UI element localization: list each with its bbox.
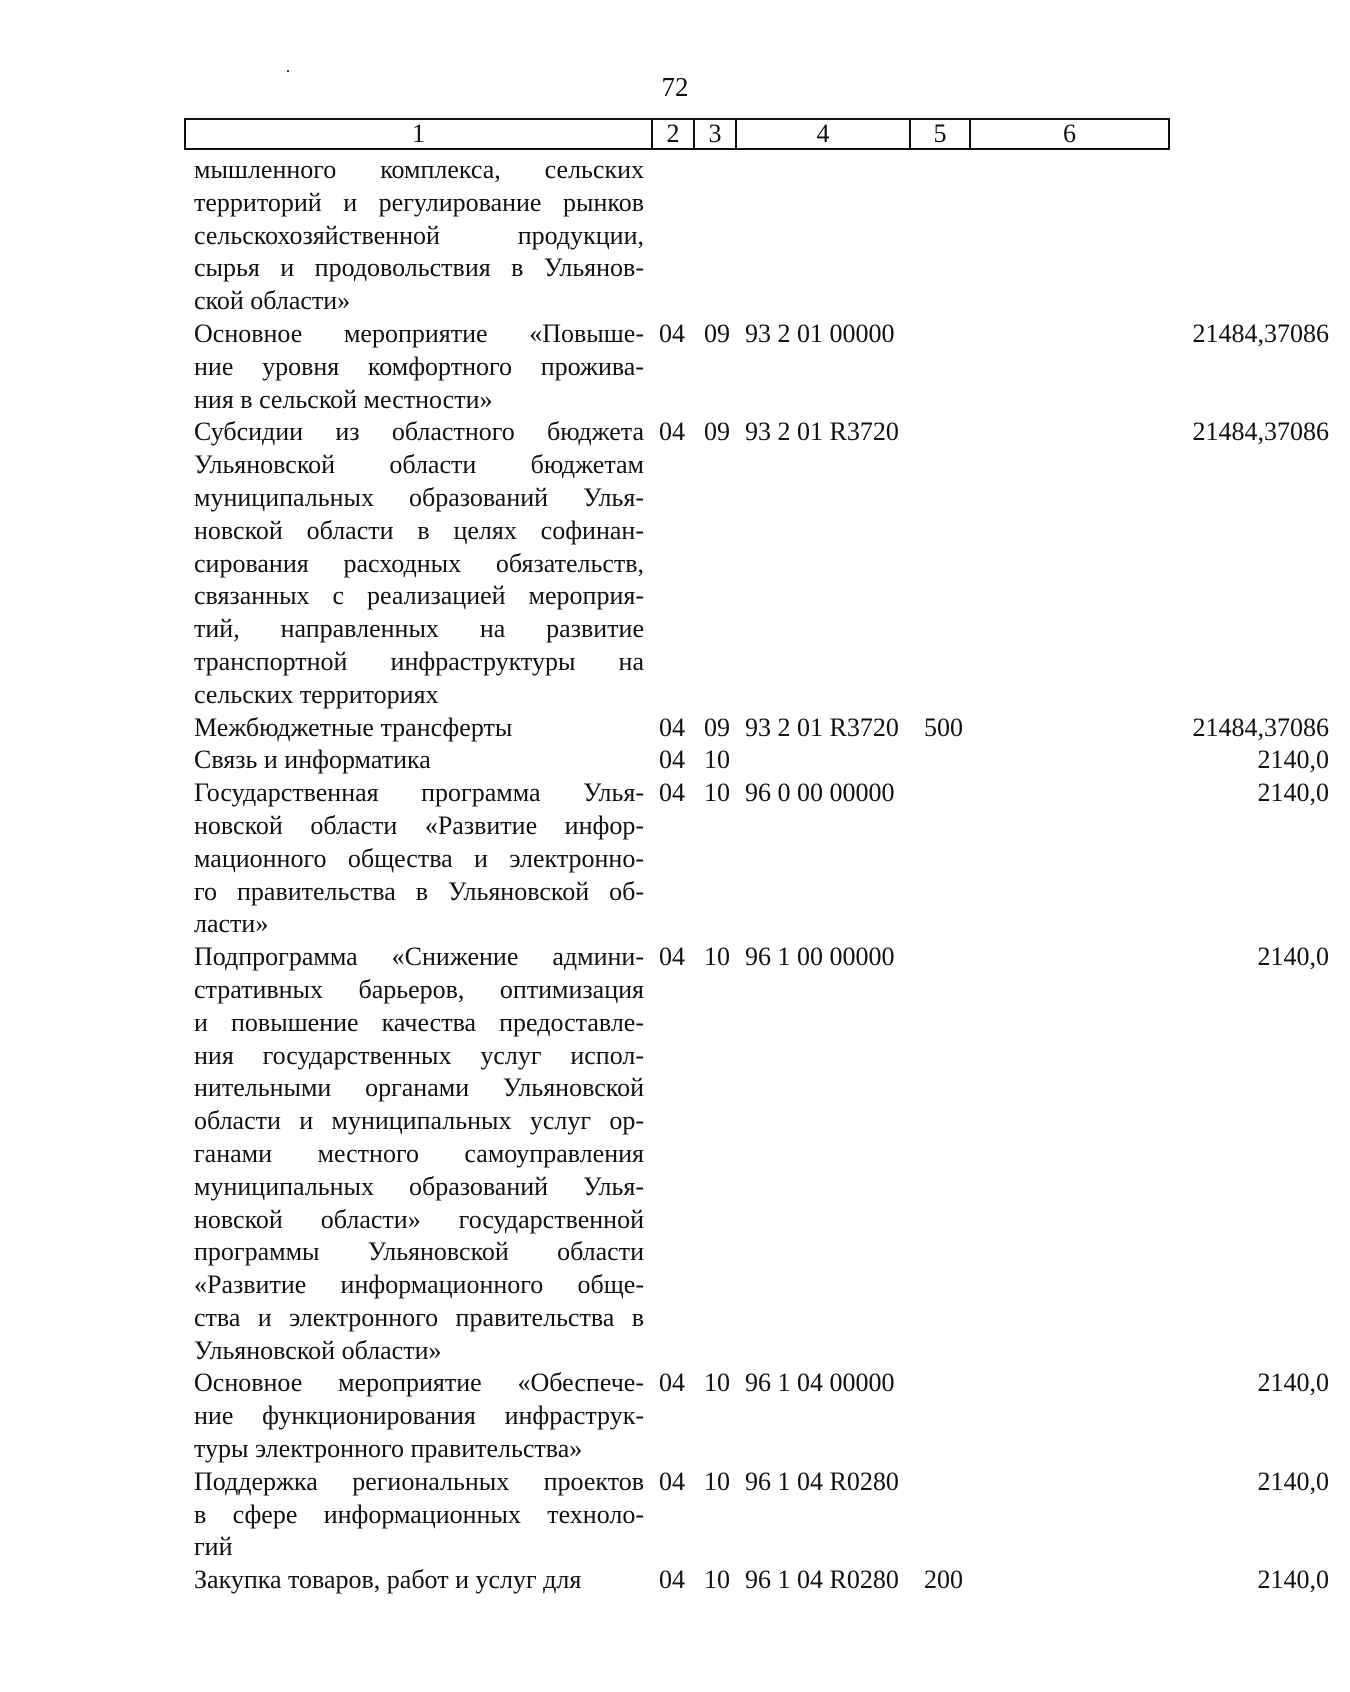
description-line: ние уровня комфортного прожива-: [194, 351, 644, 381]
row-description: [194, 777, 644, 941]
description-line: Подпрограмма «Снижение админи-: [194, 942, 644, 972]
description-line: ния в сельской местности»: [194, 384, 493, 414]
table-row: [194, 744, 1329, 777]
description-line: сырья и продовольствия в Ульянов-: [194, 253, 644, 283]
row-description: [194, 154, 644, 318]
column-header-5: 5: [911, 120, 971, 148]
description-line: «Развитие информационного обще-: [194, 1270, 644, 1300]
description-line: Закупка товаров, работ и услуг для: [194, 1565, 582, 1595]
column-header-2: 2: [653, 120, 695, 148]
amount: 2140,0: [1257, 942, 1329, 972]
amount: 21484,37086: [1192, 417, 1329, 447]
description-line: Субсидии из областного бюджета: [194, 417, 644, 447]
description-line: Поддержка региональных проектов: [194, 1466, 644, 1496]
subsection-code: 10: [704, 942, 730, 972]
description-line: и повышение качества предоставле-: [194, 1007, 644, 1037]
amount: 2140,0: [1257, 745, 1329, 775]
row-description: [194, 941, 644, 1367]
target-article-code: 96 0 00 00000: [745, 778, 895, 808]
table-row: [194, 777, 1329, 941]
target-article-code: 96 1 04 R0280: [745, 1466, 899, 1496]
description-line: Связь и информатика: [194, 745, 431, 775]
description-line: ганами местного самоуправления: [194, 1138, 644, 1168]
subsection-code: 10: [704, 745, 730, 775]
target-article-code: 96 1 04 R0280: [745, 1565, 899, 1595]
column-header-6: 6: [1063, 119, 1076, 148]
section-code: 04: [659, 1565, 685, 1595]
section-code: 04: [659, 318, 685, 348]
description-line: ласти»: [194, 909, 269, 939]
subsection-code: 10: [704, 1466, 730, 1496]
row-description: [194, 712, 644, 745]
description-line: туры электронного правительства»: [194, 1434, 583, 1464]
amount: 2140,0: [1257, 778, 1329, 808]
section-code: 04: [659, 745, 685, 775]
section-code: 04: [659, 1466, 685, 1496]
description-line: ния государственных услуг испол-: [194, 1040, 644, 1070]
description-line: мышленного комплекса, сельских: [194, 155, 644, 184]
subsection-code: 10: [704, 1565, 730, 1595]
table-row: [194, 1564, 1329, 1597]
column-header-4: 4: [737, 120, 911, 148]
description-line: территорий и регулирование рынков: [194, 187, 644, 217]
amount: 2140,0: [1257, 1466, 1329, 1496]
description-line: Основное мероприятие «Обеспече-: [194, 1368, 644, 1398]
description-line: новской области в целях софинан-: [194, 515, 644, 545]
description-line: муниципальных образований Улья-: [194, 482, 644, 512]
section-code: 04: [659, 712, 685, 742]
subsection-code: 10: [704, 778, 730, 808]
target-article-code: 96 1 04 00000: [745, 1368, 895, 1398]
description-line: новской области» государственной: [194, 1204, 644, 1234]
subsection-code: 09: [704, 318, 730, 348]
row-description: [194, 1466, 644, 1564]
description-line: нительными органами Ульяновской: [194, 1073, 644, 1103]
description-line: программы Ульяновской области: [194, 1237, 644, 1267]
description-line: в сфере информационных техноло-: [194, 1499, 644, 1529]
description-line: Государственная программа Улья-: [194, 778, 644, 808]
table-row: [194, 1367, 1329, 1465]
subsection-code: 09: [704, 712, 730, 742]
description-line: стративных барьеров, оптимизация: [194, 974, 644, 1004]
page-number: 72: [661, 72, 689, 102]
row-description: [194, 744, 644, 777]
description-line: связанных с реализацией мероприя-: [194, 581, 644, 611]
description-line: Основное мероприятие «Повыше-: [194, 318, 644, 348]
description-line: тий, направленных на развитие: [194, 614, 644, 644]
column-header-3: 3: [695, 120, 737, 148]
table-row: [194, 1466, 1329, 1564]
amount: 2140,0: [1257, 1565, 1329, 1595]
description-line: ние функционирования инфраструк-: [194, 1401, 644, 1431]
description-line: области и муниципальных услуг ор-: [194, 1106, 644, 1136]
description-line: муниципальных образований Улья-: [194, 1171, 644, 1201]
description-line: Межбюджетные трансферты: [194, 712, 513, 742]
target-article-code: 93 2 01 R3720: [745, 417, 899, 447]
amount: 2140,0: [1257, 1368, 1329, 1398]
description-line: Ульяновской области бюджетам: [194, 450, 644, 480]
description-line: сельскохозяйственной продукции,: [194, 220, 644, 250]
description-line: транспортной инфраструктуры на: [194, 646, 644, 676]
table-body: [194, 154, 1329, 1597]
subsection-code: 10: [704, 1368, 730, 1398]
row-description: [194, 318, 644, 416]
target-article-code: 96 1 00 00000: [745, 942, 895, 972]
table-row: [194, 941, 1329, 1367]
table-row: [194, 318, 1329, 416]
description-line: гий: [194, 1532, 233, 1562]
table-row: [194, 154, 1194, 318]
amount: 21484,37086: [1192, 712, 1329, 742]
section-code: 04: [659, 1368, 685, 1398]
description-line: го правительства в Ульяновской об-: [194, 876, 644, 906]
row-description: [194, 416, 644, 711]
description-line: сирования расходных обязательств,: [194, 548, 644, 578]
subsection-code: 09: [704, 417, 730, 447]
expense-type-code: 500: [924, 712, 963, 742]
table-header-row: [184, 118, 1170, 150]
section-code: 04: [659, 778, 685, 808]
description-line: ства и электронного правительства в: [194, 1302, 644, 1332]
target-article-code: 93 2 01 00000: [745, 318, 895, 348]
description-line: сельских территориях: [194, 679, 439, 709]
column-header-1: 1: [186, 120, 653, 148]
expense-type-code: 200: [924, 1565, 963, 1595]
description-line: мационного общества и электронно-: [194, 843, 644, 873]
section-code: 04: [659, 417, 685, 447]
target-article-code: 93 2 01 R3720: [745, 712, 899, 742]
description-line: ской области»: [194, 286, 351, 316]
row-description: [194, 1564, 644, 1597]
table-row: [194, 416, 1329, 711]
amount: 21484,37086: [1192, 318, 1329, 348]
row-description: [194, 1367, 644, 1465]
table-row: [194, 712, 1329, 745]
description-line: новской области «Развитие инфор-: [194, 810, 644, 840]
description-line: Ульяновской области»: [194, 1335, 442, 1365]
section-code: 04: [659, 942, 685, 972]
